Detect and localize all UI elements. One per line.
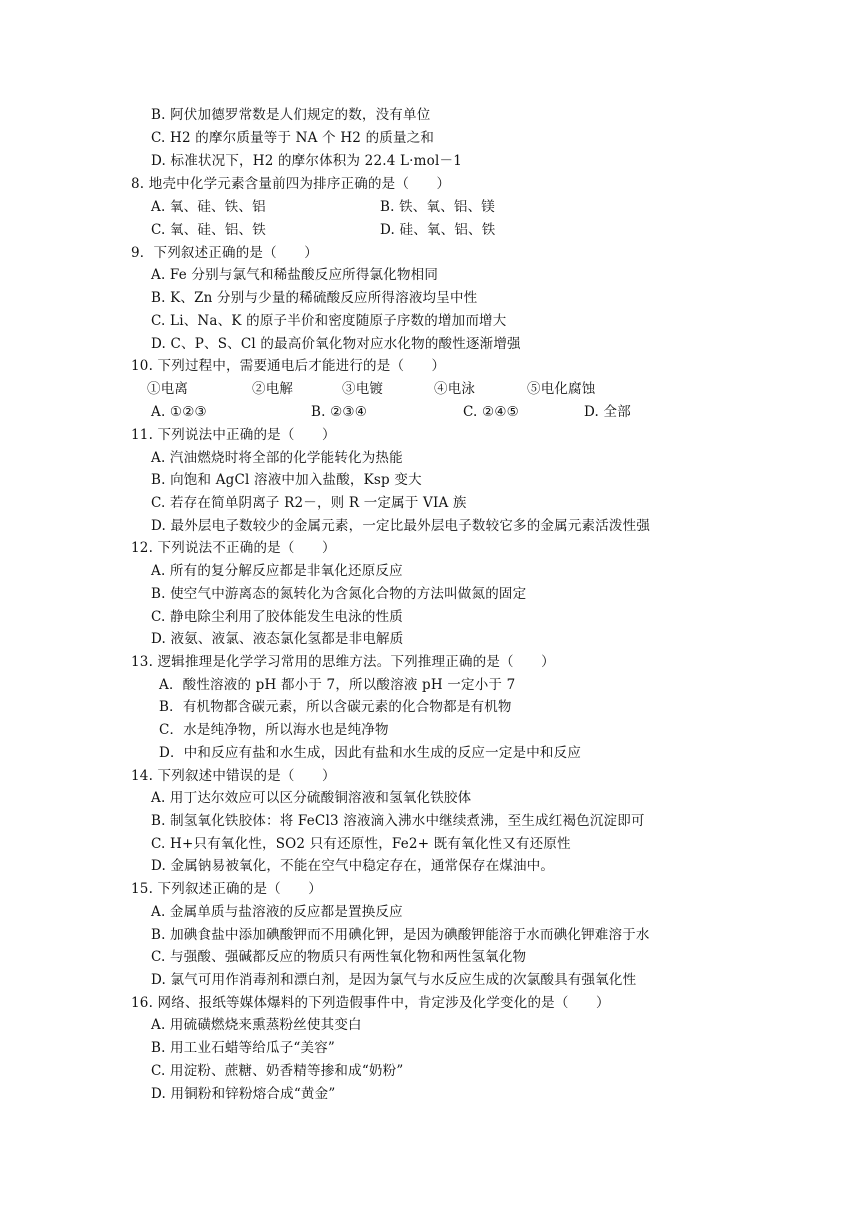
question-11-option-a: A. 汽油燃烧时将全部的化学能转化为热能 — [151, 450, 403, 466]
option-c: C. H2 的摩尔质量等于 NA 个 H2 的质量之和 — [151, 130, 435, 146]
option-b: B. 阿伏加德罗常数是人们规定的数，没有单位 — [151, 107, 431, 123]
question-12-option-d: D. 液氨、液氯、液态氯化氢都是非电解质 — [151, 631, 404, 647]
question-13-option-a: A．酸性溶液的 pH 都小于 7，所以酸溶液 pH 一定小于 7 — [159, 677, 516, 693]
question-10-option-b: B. ②③④ — [311, 404, 368, 420]
question-16-option-a: A. 用硫磺燃烧来熏蒸粉丝使其变白 — [151, 1017, 362, 1033]
question-12-option-b: B. 使空气中游离态的氮转化为含氮化合物的方法叫做氮的固定 — [151, 586, 527, 602]
question-8-option-c: C. 氧、硅、铝、铁 — [151, 222, 266, 238]
question-11-option-b: B. 向饱和 AgCl 溶液中加入盐酸，Ksp 变大 — [151, 472, 422, 488]
question-14-option-a: A. 用丁达尔效应可以区分硫酸铜溶液和氢氧化铁胶体 — [151, 790, 472, 806]
question-13-stem: 13. 逻辑推理是化学学习常用的思维方法。下列推理正确的是（ ） — [131, 654, 555, 670]
question-12-stem: 12. 下列说法不正确的是（ ） — [131, 540, 336, 556]
option-d: D. 标准状况下，H2 的摩尔体积为 22.4 L·mol－1 — [151, 153, 463, 169]
question-13-option-c: C．水是纯净物，所以海水也是纯净物 — [159, 722, 389, 738]
question-9-option-d: D. C、P、S、Cl 的最高价氧化物对应水化物的酸性逐渐增强 — [151, 336, 521, 352]
question-10-option-c: C. ②④⑤ — [463, 404, 519, 420]
question-10-item-5: ⑤电化腐蚀 — [527, 381, 596, 397]
question-10-stem: 10. 下列过程中，需要通电后才能进行的是（ ） — [131, 358, 446, 374]
question-11-option-d: D. 最外层电子数较少的金属元素，一定比最外层电子数较它多的金属元素活泼性强 — [151, 518, 651, 534]
question-15-option-b: B. 加碘食盐中添加碘酸钾而不用碘化钾，是因为碘酸钾能溶于水而碘化钾难溶于水 — [151, 927, 650, 943]
question-16-option-d: D. 用铜粉和锌粉熔合成“黄金” — [151, 1086, 336, 1102]
question-14-option-d: D. 金属钠易被氧化，不能在空气中稳定存在，通常保存在煤油中。 — [151, 858, 555, 874]
question-8-stem: 8. 地壳中化学元素含量前四为排序正确的是（ ） — [131, 176, 451, 192]
question-16-option-b: B. 用工业石蜡等给瓜子“美容” — [151, 1040, 336, 1056]
question-16-option-c: C. 用淀粉、蔗糖、奶香精等掺和成“奶粉” — [151, 1063, 404, 1079]
question-9-option-a: A. Fe 分别与氯气和稀盐酸反应所得氯化物相同 — [151, 267, 439, 283]
question-15-option-d: D. 氯气可用作消毒剂和漂白剂，是因为氯气与水反应生成的次氯酸具有强氧化性 — [151, 972, 637, 988]
question-12-option-a: A. 所有的复分解反应都是非氧化还原反应 — [151, 563, 403, 579]
question-10-option-d: D. 全部 — [584, 404, 631, 420]
question-8-option-b: B. 铁、氧、铝、镁 — [380, 199, 496, 215]
question-10-item-1: ①电离 — [147, 381, 189, 397]
question-10-item-4: ④电泳 — [434, 381, 476, 397]
question-15-stem: 15. 下列叙述正确的是（ ） — [131, 881, 322, 897]
question-9-option-c: C. Li、Na、K 的原子半价和密度随原子序数的增加而增大 — [151, 313, 507, 329]
question-14-stem: 14. 下列叙述中错误的是（ ） — [131, 768, 336, 784]
question-9-stem: 9．下列叙述正确的是（ ） — [131, 245, 318, 261]
question-14-option-b: B. 制氢氧化铁胶体：将 FeCl3 溶液滴入沸水中继续煮沸，至生成红褐色沉淀即可 — [151, 813, 645, 829]
question-8-option-a: A. 氧、硅、铁、铝 — [151, 199, 266, 215]
question-11-option-c: C. 若存在简单阴离子 R2－，则 R 一定属于 VIA 族 — [151, 495, 467, 511]
question-13-option-b: B．有机物都含碳元素，所以含碳元素的化合物都是有机物 — [159, 699, 512, 715]
question-15-option-a: A. 金属单质与盐溶液的反应都是置换反应 — [151, 904, 403, 920]
question-15-option-c: C. 与强酸、强碱都反应的物质只有两性氧化物和两性氢氧化物 — [151, 949, 527, 965]
question-8-option-d: D. 硅、氧、铝、铁 — [380, 222, 496, 238]
question-11-stem: 11. 下列说法中正确的是（ ） — [131, 427, 336, 443]
question-10-item-2: ②电解 — [252, 381, 294, 397]
question-14-option-c: C. H+只有氧化性，SO2 只有还原性，Fe2+ 既有氧化性又有还原性 — [151, 836, 571, 852]
question-10-option-a: A. ①②③ — [151, 404, 207, 420]
question-13-option-d: D．中和反应有盐和水生成，因此有盐和水生成的反应一定是中和反应 — [159, 745, 582, 761]
question-9-option-b: B. K、Zn 分别与少量的稀硫酸反应所得溶液均呈中性 — [151, 290, 478, 306]
question-12-option-c: C. 静电除尘利用了胶体能发生电泳的性质 — [151, 609, 403, 625]
question-10-item-3: ③电镀 — [342, 381, 384, 397]
question-16-stem: 16. 网络、报纸等媒体爆料的下列造假事件中，肯定涉及化学变化的是（ ） — [131, 995, 610, 1011]
